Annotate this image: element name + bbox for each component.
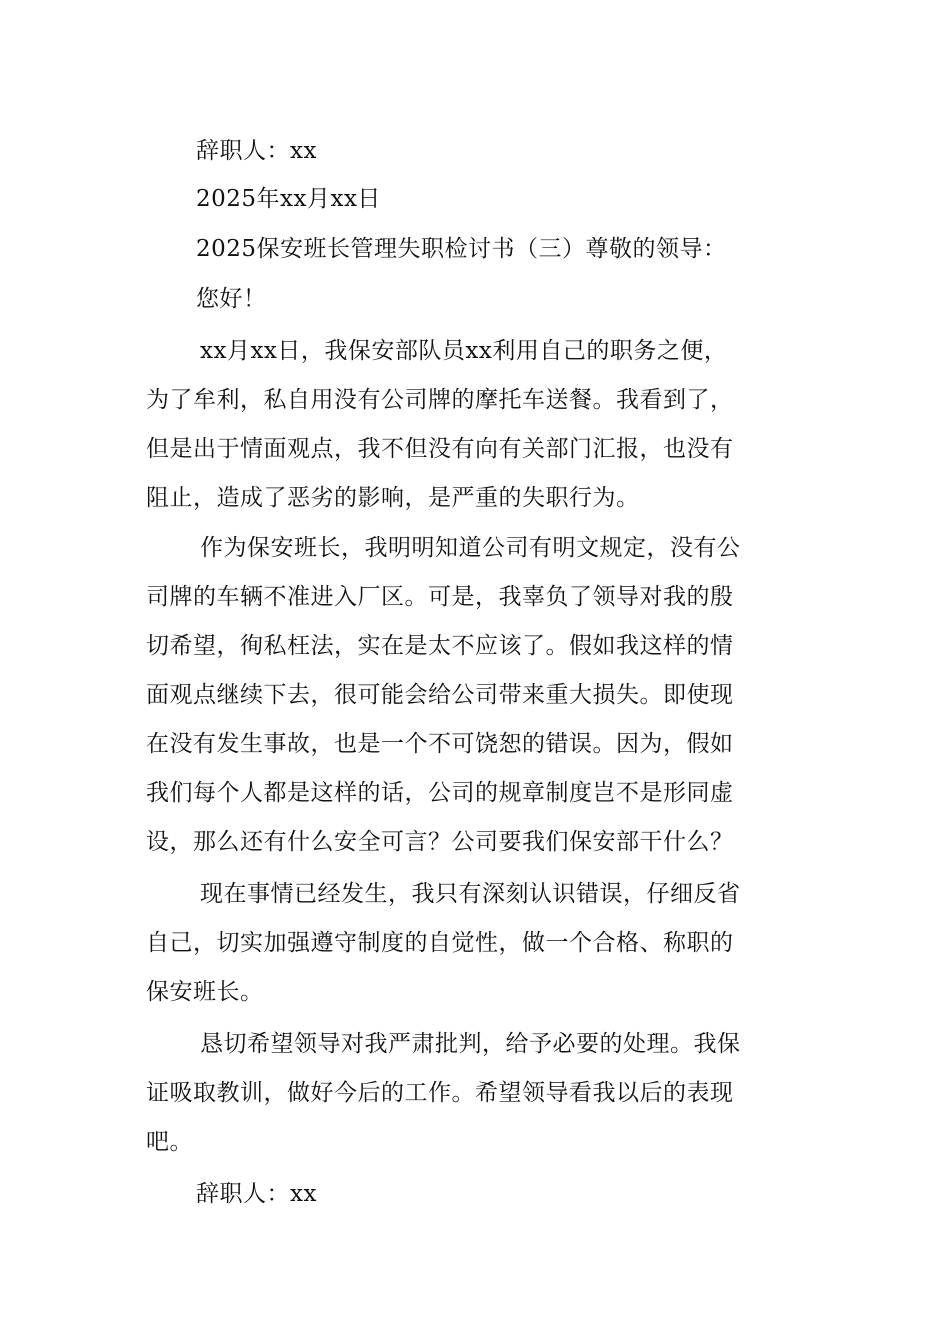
signature-line-bottom: 辞职人：xx xyxy=(196,1181,317,1207)
paragraph-1-line-1: xx月xx日，我保安部队员xx利用自己的职务之便， xyxy=(200,338,728,364)
paragraph-4-line-2: 证吸取教训，做好今后的工作。希望领导看我以后的表现 xyxy=(146,1080,734,1106)
paragraph-1-line-3: 但是出于情面观点，我不但没有向有关部门汇报，也没有 xyxy=(146,436,734,462)
paragraph-4-line-1: 恳切希望领导对我严肃批判，给予必要的处理。我保 xyxy=(200,1031,741,1057)
paragraph-3-line-3: 保安班长。 xyxy=(146,979,264,1005)
paragraph-2-line-6: 我们每个人都是这样的话，公司的规章制度岂不是形同虚 xyxy=(146,780,734,806)
paragraph-4-line-3: 吧。 xyxy=(146,1129,193,1155)
greeting: 您好！ xyxy=(196,286,267,312)
paragraph-2-line-5: 在没有发生事故，也是一个不可饶恕的错误。因为，假如 xyxy=(146,731,734,757)
paragraph-3-line-2: 自己，切实加强遵守制度的自觉性，做一个合格、称职的 xyxy=(146,930,734,956)
paragraph-2-line-4: 面观点继续下去，很可能会给公司带来重大损失。即使现 xyxy=(146,682,734,708)
paragraph-2-line-3: 切希望，徇私枉法，实在是太不应该了。假如我这样的情 xyxy=(146,633,734,659)
signature-line-top: 辞职人：xx xyxy=(196,138,317,164)
letter-title: 2025保安班长管理失职检讨书（三）尊敬的领导： xyxy=(196,236,727,262)
paragraph-2-line-2: 司牌的车辆不准进入厂区。可是，我辜负了领导对我的殷 xyxy=(146,584,734,610)
date-line: 2025年xx月xx日 xyxy=(196,186,381,212)
paragraph-2-line-7: 设，那么还有什么安全可言？公司要我们保安部干什么？ xyxy=(146,829,734,855)
paragraph-3-line-1: 现在事情已经发生，我只有深刻认识错误，仔细反省 xyxy=(200,881,741,907)
paragraph-1-line-2: 为了牟利，私自用没有公司牌的摩托车送餐。我看到了， xyxy=(146,387,734,413)
paragraph-2-line-1: 作为保安班长，我明明知道公司有明文规定，没有公 xyxy=(200,535,741,561)
paragraph-1-line-4: 阻止，造成了恶劣的影响，是严重的失职行为。 xyxy=(146,485,640,511)
